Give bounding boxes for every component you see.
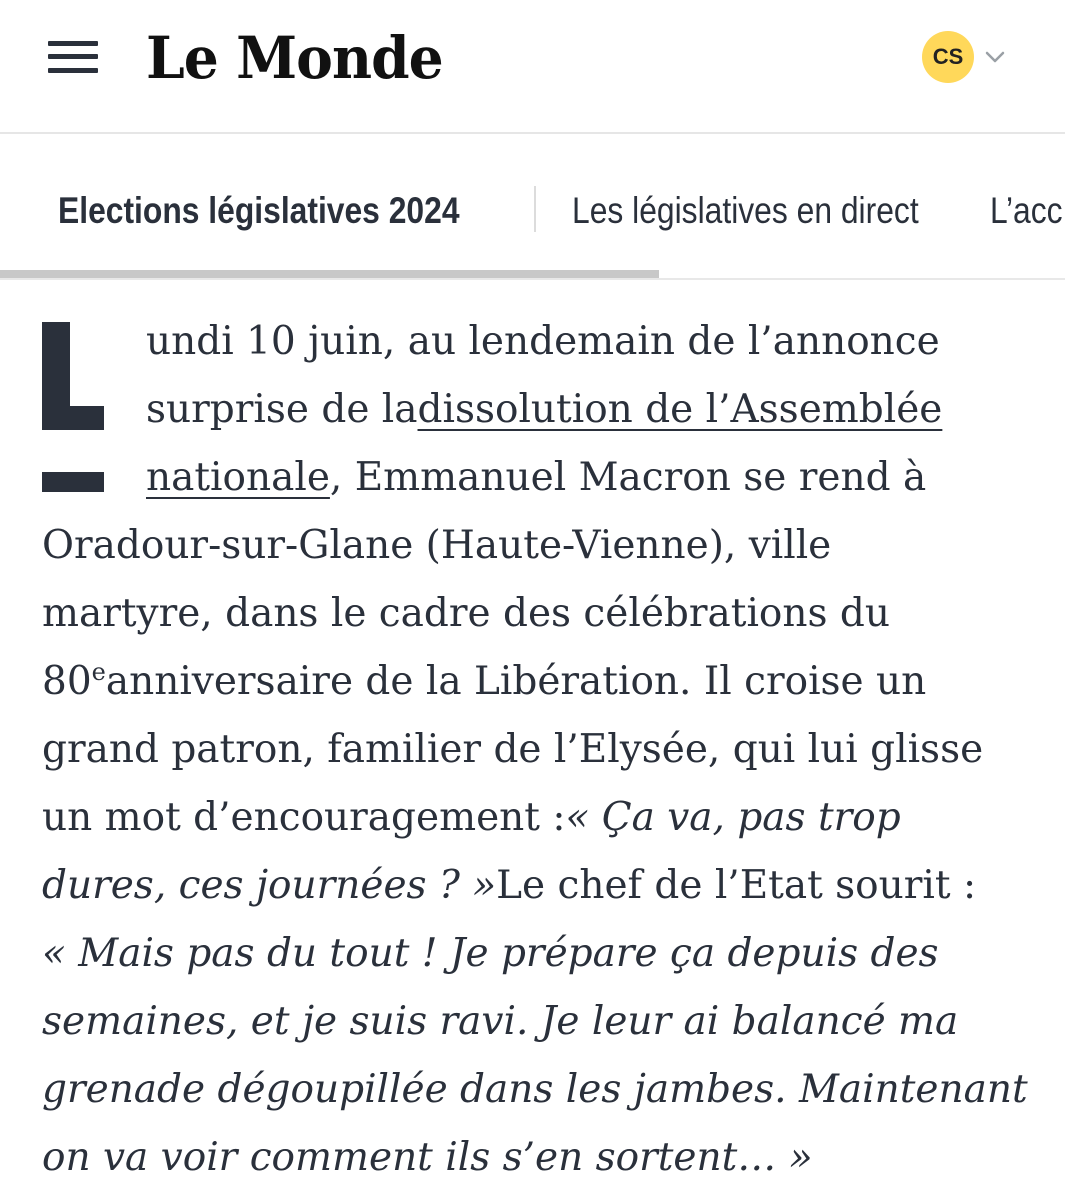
- article-line: [42, 852, 976, 920]
- text-run: 80: [42, 659, 92, 704]
- text-run: undi 10 juin, au lendemain de l’annonce: [146, 319, 940, 364]
- article-line: [146, 308, 940, 376]
- text-run: martyre, dans le cadre des célébrations du: [42, 591, 891, 636]
- article-line: [42, 648, 926, 716]
- avatar[interactable]: CS: [922, 31, 974, 83]
- article-line: [146, 444, 926, 512]
- text-run: un mot d’encouragement :: [42, 795, 566, 840]
- nav-scroll-indicator[interactable]: [0, 270, 659, 278]
- quote-run: on va voir comment ils s’en sortent… »: [42, 1135, 813, 1180]
- hamburger-menu-icon[interactable]: [48, 40, 98, 74]
- article-line: [42, 988, 958, 1056]
- article-line: [42, 1124, 813, 1192]
- nav-divider: [534, 186, 536, 232]
- quote-run: semaines, et je suis ravi. Je leur ai balancé ma: [42, 999, 959, 1044]
- nav-item-elections-legislatives-2024[interactable]: Elections législatives 2024: [58, 190, 460, 231]
- site-header: [0, 0, 1065, 134]
- dissolution-link[interactable]: dissolution de l’Assemblée: [417, 387, 943, 432]
- quote-run: « Ça va, pas trop: [565, 795, 901, 840]
- quote-run: grenade dégoupillée dans les jambes. Maintenant: [42, 1067, 1028, 1112]
- text-run: , Emmanuel Macron se rend à: [329, 455, 927, 500]
- article-line: [42, 716, 983, 784]
- superscript: e: [91, 658, 106, 686]
- section-nav: [0, 134, 1065, 284]
- chevron-down-icon[interactable]: [984, 50, 1006, 64]
- text-run: anniversaire de la Libération. Il croise un: [105, 659, 927, 704]
- drop-cap: [42, 322, 104, 430]
- text-run: surprise de la: [146, 387, 418, 432]
- nav-scroll-track: [0, 278, 1065, 280]
- account-menu-button[interactable]: [922, 31, 1006, 83]
- nav-item-truncated[interactable]: L’acc: [990, 190, 1063, 231]
- article-line: [42, 784, 901, 852]
- drop-cap-bar: [42, 472, 104, 492]
- text-run: Oradour-sur-Glane (Haute-Vienne), ville: [42, 523, 832, 568]
- article-line: [146, 376, 942, 444]
- text-run: grand patron, familier de l’Elysée, qui lui glisse: [42, 727, 984, 772]
- quote-run: « Mais pas du tout ! Je prépare ça depuis des: [42, 931, 939, 976]
- article-line: [42, 920, 939, 988]
- article-line: [42, 512, 831, 580]
- quote-run: dures, ces journées ? »: [42, 863, 497, 908]
- nav-item-legislatives-en-direct[interactable]: Les législatives en direct: [572, 190, 919, 231]
- text-run: Le chef de l’Etat sourit :: [496, 863, 977, 908]
- le-monde-logo[interactable]: Le Monde: [146, 24, 443, 92]
- dissolution-link-continued[interactable]: nationale: [146, 455, 330, 500]
- article-line: [42, 1056, 1028, 1124]
- article-line: [42, 580, 890, 648]
